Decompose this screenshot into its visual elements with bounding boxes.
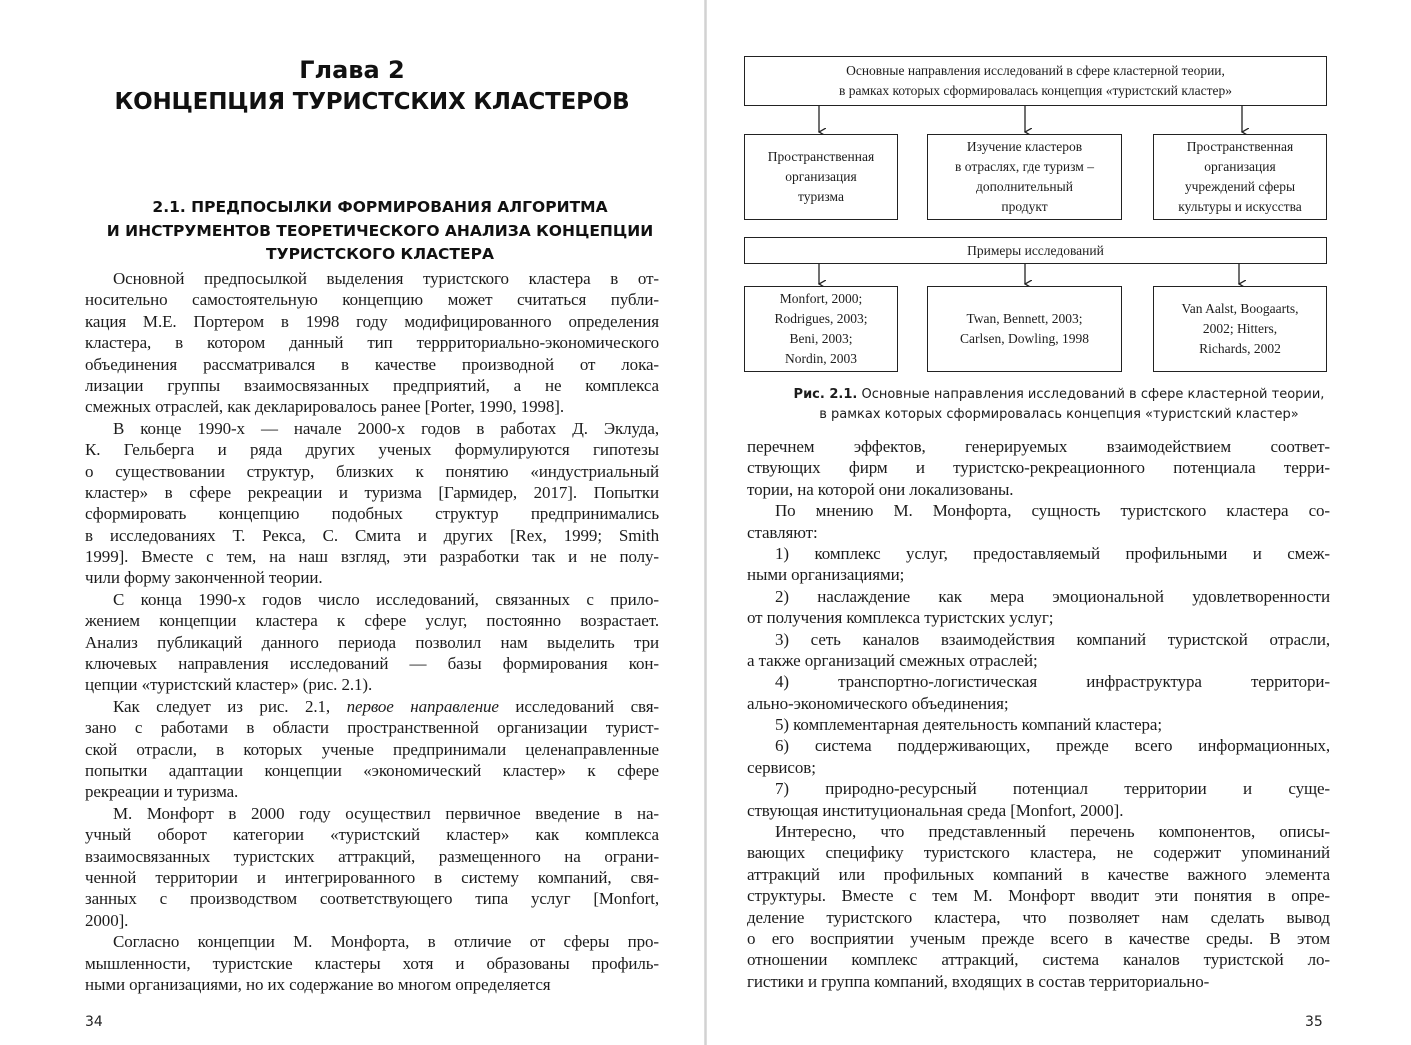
text-line: Анализ публикаций данного периода позволил нам выделить три	[85, 632, 659, 652]
box-line: организация	[785, 169, 857, 184]
text-line: 7) природно-ресурсный потенциал территории и суще-	[775, 779, 1330, 799]
text-line: сформировать концепцию подобных структур предпринимались	[85, 504, 659, 524]
box-line: 2002; Hitters,	[1202, 321, 1278, 336]
text-line: рекреации и туризма.	[85, 782, 239, 802]
text-line: Основной предпосылкой выделения туристского кластера в от-	[113, 269, 659, 288]
box-line: учреждений сферы	[1184, 179, 1296, 194]
box-line: туризма	[797, 189, 844, 204]
text-line: Согласно концепции М. Монфорта, в отличие от сферы про-	[113, 932, 659, 952]
direction-box-3	[1153, 134, 1327, 220]
box-line: в отраслях, где туризм –	[955, 159, 1094, 174]
box-line: Richards, 2002	[1199, 341, 1281, 356]
chapter-title: КОНЦЕПЦИЯ ТУРИСТСКИХ КЛАСТЕРОВ	[114, 89, 630, 115]
text-line: 2) наслаждение как мера эмоциональной удовлетворенности	[775, 586, 1330, 606]
text-line: С конца 1990-х годов число исследований, связанных с прило-	[113, 589, 659, 609]
caption-text-2: в рамках которых сформировалась концепция «туристский кластер»	[819, 407, 1299, 422]
text-line: объединения рассматривался в качестве производной от лока-	[85, 354, 659, 374]
box-line: Пространственная	[1186, 139, 1294, 154]
box-line: Monfort, 2000;	[779, 291, 863, 306]
right-body-text	[747, 436, 1330, 992]
text-line: аттракций или профильных компаний в качестве важного элемента	[747, 864, 1330, 884]
examples-label-box	[744, 237, 1327, 264]
text-line: гистики и группа компаний, входящих в состав территориально-	[747, 971, 1210, 991]
text-line: а также организаций смежных отраслей;	[747, 650, 1038, 670]
box-line: Изучение кластеров	[966, 139, 1083, 154]
chapter-label: Глава 2	[299, 56, 405, 84]
text-line: цепции «туристский кластер» (рис. 2.1).	[85, 675, 373, 695]
box-line: Rodrigues, 2003;	[774, 311, 868, 326]
text-line: лизации группы взаимосвязанных предприятий, а не комплекса	[85, 375, 659, 395]
text-line: ствующих фирм и туристско-рекреационного потенциала терри-	[747, 458, 1330, 478]
text-line: вающих специфику туристского кластера, не содержит упоминаний	[747, 843, 1330, 863]
box-line: продукт	[1001, 199, 1048, 214]
text-line: кация М.Е. Портером в 1998 году модифицированного определения	[85, 311, 659, 331]
text-line: от получения комплекса туристских услуг;	[747, 608, 1054, 628]
text-line: ствующая институциональная среда [Monfort, 2000].	[747, 800, 1124, 820]
text-line: ключевых направления исследований — базы формирования кон-	[85, 654, 659, 674]
text-line: о существовании структур, близких к понятию «индустриальный	[85, 461, 659, 481]
text-line: отношении комплекс аттракций, система каналов туристской ло-	[747, 950, 1330, 970]
text-line: структуры. Вместе с тем М. Монфорт вводит эти понятия в опре-	[747, 886, 1330, 906]
text-line: По мнению М. Монфорта, сущность туристского кластера со-	[775, 501, 1330, 521]
text-line: 3) сеть каналов взаимодействия компаний туристской отрасли,	[775, 629, 1330, 649]
section-title-line: 2.1. ПРЕДПОСЫЛКИ ФОРМИРОВАНИЯ АЛГОРИТМА	[152, 198, 608, 216]
page-number: 35	[1305, 1014, 1323, 1030]
text-line: смежных отраслей, как декларировалось ранее [Porter, 1990, 1998].	[85, 397, 565, 417]
text-line: сервисов;	[747, 757, 816, 777]
figure-caption	[727, 385, 1391, 425]
page-number: 34	[85, 1014, 103, 1030]
left-body-text	[85, 268, 659, 995]
left-page	[0, 0, 704, 1045]
box-line: дополнительный	[976, 179, 1073, 194]
text-line: ными организациями;	[747, 565, 905, 585]
direction-box-1	[744, 134, 898, 220]
box-line: Пространственная	[767, 149, 875, 164]
text-line: Интересно, что представленный перечень компонентов, описы-	[775, 822, 1330, 842]
direction-box-2	[927, 134, 1122, 220]
text-line: В конце 1990-х — начале 2000-х годов в работах Д. Эклуда,	[113, 418, 659, 438]
box-line: Carlsen, Dowling, 1998	[960, 331, 1089, 346]
text-line: 4) транспортно-логистическая инфраструктура территори-	[775, 672, 1330, 692]
section-title-line: И ИНСТРУМЕНТОВ ТЕОРЕТИЧЕСКОГО АНАЛИЗА КОНЦЕПЦИИ	[106, 221, 654, 240]
text-line: 1999]. Вместе с тем, на наш взгляд, эти разработки так и не полу-	[85, 547, 659, 567]
example-box-1	[744, 286, 898, 372]
top-box-line: в рамках которых сформировалась концепция «туристский кластер»	[838, 83, 1233, 98]
text-line: о его восприятии ученым прежде всего в качестве среды. В этом	[747, 928, 1330, 948]
text-line: мышленности, туристские кластеры хотя и образованы профиль-	[85, 953, 659, 973]
text-line: ской отрасли, в которых ученые предпринимали целенаправленные	[85, 739, 659, 759]
example-box-3	[1153, 286, 1327, 372]
text-line: тории, на которой они локализованы.	[747, 479, 1014, 499]
caption-label: Рис. 2.1.	[793, 387, 858, 402]
text-line: чили форму законченной теории.	[85, 568, 323, 588]
box-line: организация	[1204, 159, 1276, 174]
example-box-2	[927, 286, 1122, 372]
text-line: ными организациями, но их содержание во многом определяется	[85, 974, 551, 994]
text-line: 2000].	[85, 910, 129, 930]
text-line: кластера, в котором данный тип террриториально-экономического	[85, 333, 659, 353]
text-line: 1) комплекс услуг, предоставляемый профильными и смеж-	[775, 543, 1330, 563]
text-line: зано с работами в области пространственной организации турист-	[85, 718, 659, 738]
text-line: в исследованиях Т. Рекса, С. Смита и других [Rex, 1999; Smith	[85, 525, 659, 545]
top-box-line: Основные направления исследований в сфере кластерной теории,	[846, 63, 1225, 78]
box-line: Beni, 2003;	[789, 331, 853, 346]
text-line: М. Монфорт в 2000 году осуществил первичное введение в на-	[113, 803, 659, 823]
text-line: деление туристского кластера, что позволяет нам сделать вывод	[747, 907, 1330, 927]
section-title-line: ТУРИСТСКОГО КЛАСТЕРА	[266, 245, 494, 263]
text-line: носительно самостоятельную концепцию может считаться публи-	[85, 290, 659, 310]
text-line: ченной территории и интегрированного в систему компаний, свя-	[85, 867, 659, 887]
text-line: занных с производством соответствующего типа услуг [Monfort,	[85, 889, 659, 909]
section-title	[96, 196, 664, 267]
top-box	[744, 56, 1327, 106]
caption-text-1: Основные направления исследований в сфере кластерной теории,	[857, 387, 1325, 402]
box-line: Van Aalst, Boogaarts,	[1181, 301, 1299, 316]
text-line: жением концепции кластера к сфере услуг, постоянно возрастает.	[85, 611, 659, 631]
right-page	[707, 0, 1411, 1045]
box-line: культуры и искусства	[1178, 199, 1302, 214]
examples-label: Примеры исследований	[967, 242, 1104, 258]
box-line: Nordin, 2003	[785, 351, 857, 366]
text-line: ставляют:	[747, 522, 818, 542]
text-line: 6) система поддерживающих, прежде всего информационных,	[775, 736, 1330, 756]
text-line: кластер» в сфере рекреации и туризма [Гармидер, 2017]. Попытки	[85, 482, 659, 502]
text-line: ально-экономического объединения;	[747, 693, 1009, 713]
text-line: К. Гельберга и ряда других ученых формулируются гипотезы	[85, 440, 659, 460]
text-line: попытки адаптации концепции «экономический кластер» к сфере	[85, 760, 659, 780]
box-line: Twan, Bennett, 2003;	[966, 311, 1083, 326]
text-line: взаимосвязанных туристских аттракций, размещенного на ограни-	[85, 846, 659, 866]
text-line: перечнем эффектов, генерируемых взаимодействием соответ-	[747, 437, 1330, 456]
text-line: Как следует из рис. 2.1, первое направление исследований свя-	[113, 696, 659, 716]
text-line: 5) комплементарная деятельность компаний кластера;	[775, 715, 1162, 735]
text-line: учный оборот категории «туристский кластер» как комплекса	[85, 825, 659, 845]
